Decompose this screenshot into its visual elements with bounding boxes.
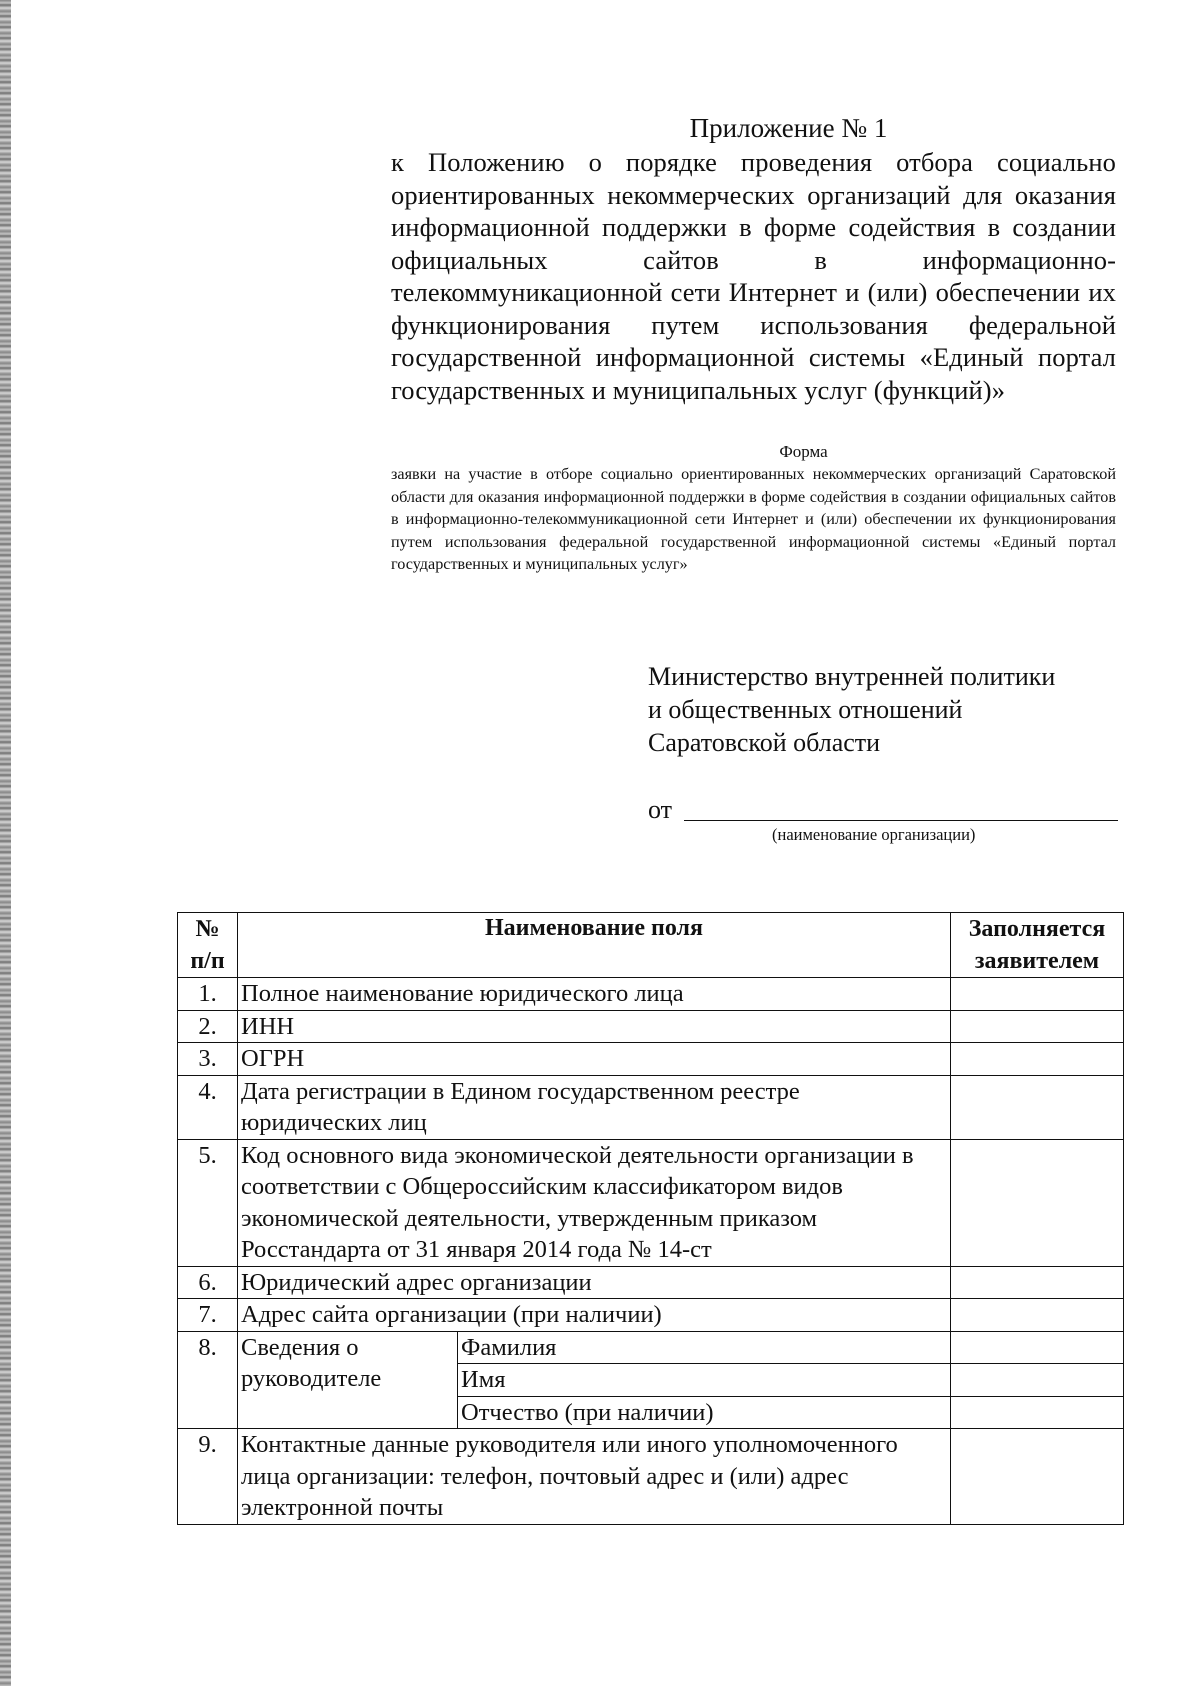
row-label: Сведения о руководителе <box>238 1331 458 1429</box>
addressee <box>648 660 1128 759</box>
addressee-line-2: и общественных отношений <box>648 695 963 724</box>
table-row <box>178 1139 1124 1266</box>
annex-header <box>391 110 1116 406</box>
form-label: Форма <box>779 442 828 461</box>
sub-row-label: Имя <box>458 1364 951 1397</box>
from-hint: (наименование организации) <box>772 825 976 844</box>
table-row <box>178 1075 1124 1139</box>
application-fields-table <box>177 912 1124 1525</box>
addressee-line-3: Саратовской области <box>648 728 881 757</box>
header-filled-by-applicant: Заполняется заявителем <box>951 913 1124 978</box>
applicant-input-cell[interactable] <box>951 1139 1124 1266</box>
row-number: 6. <box>178 1266 238 1299</box>
organization-name-blank[interactable] <box>684 820 1118 821</box>
from-line <box>648 795 1118 825</box>
applicant-input-cell[interactable] <box>951 1043 1124 1076</box>
row-label: Юридический адрес организации <box>238 1266 951 1299</box>
table-row <box>178 1266 1124 1299</box>
sub-row-label: Фамилия <box>458 1331 951 1364</box>
row-label: Полное наименование юридического лица <box>238 978 951 1011</box>
applicant-input-cell[interactable] <box>951 978 1124 1011</box>
row-label: Код основного вида экономической деятельности организации в соответствии с Общероссийским классификатором видов экономической деятельности, утвержденным приказом Росстандарта от 31 января 2014 года № 14-ст <box>238 1139 951 1266</box>
row-label: ОГРН <box>238 1043 951 1076</box>
table-row <box>178 1043 1124 1076</box>
applicant-input-cell[interactable] <box>951 1010 1124 1043</box>
table-row <box>178 1299 1124 1332</box>
applicant-input-cell[interactable] <box>951 1364 1124 1397</box>
row-number: 7. <box>178 1299 238 1332</box>
table-row <box>178 1331 1124 1364</box>
table-row <box>178 978 1124 1011</box>
applicant-input-cell[interactable] <box>951 1331 1124 1364</box>
row-number: 9. <box>178 1429 238 1525</box>
addressee-line-1: Министерство внутренней политики <box>648 662 1056 691</box>
table-row <box>178 1429 1124 1525</box>
row-label: Контактные данные руководителя или иного уполномоченного лица организации: телефон, почтовый адрес и (или) адрес электронной почты <box>238 1429 951 1525</box>
applicant-input-cell[interactable] <box>951 1075 1124 1139</box>
sub-row-label: Отчество (при наличии) <box>458 1396 951 1429</box>
row-label: Адрес сайта организации (при наличии) <box>238 1299 951 1332</box>
from-label: от <box>648 795 673 824</box>
header-field-name: Наименование поля <box>238 913 951 978</box>
row-number: 8. <box>178 1331 238 1429</box>
row-number: 2. <box>178 1010 238 1043</box>
applicant-input-cell[interactable] <box>951 1299 1124 1332</box>
scan-edge <box>0 0 11 1686</box>
form-description: заявки на участие в отборе социально ориентированных некоммерческих организаций Саратовской области для оказания информационной поддержки в форме содействия в создании официальных сайтов в информационно-телекоммуникационной сети Интернет и (или) обеспечении их функционирования путем использования федеральной государственной информационной системы «Единый портал государственных и муниципальных услуг» <box>391 465 1116 573</box>
row-number: 1. <box>178 978 238 1011</box>
form-block <box>391 441 1116 576</box>
applicant-input-cell[interactable] <box>951 1266 1124 1299</box>
annex-title: Приложение № 1 <box>689 113 888 143</box>
row-number: 4. <box>178 1075 238 1139</box>
header-number: № п/п <box>178 913 238 978</box>
row-number: 3. <box>178 1043 238 1076</box>
applicant-input-cell[interactable] <box>951 1429 1124 1525</box>
table-header-row <box>178 913 1124 978</box>
table-row <box>178 1010 1124 1043</box>
applicant-input-cell[interactable] <box>951 1396 1124 1429</box>
row-label: Дата регистрации в Едином государственном реестре юридических лиц <box>238 1075 951 1139</box>
row-number: 5. <box>178 1139 238 1266</box>
annex-body: к Положению о порядке проведения отбора социально ориентированных некоммерческих организаций для оказания информационной поддержки в форме содействия в создании официальных сайтов в информационно-телекоммуникационной сети Интернет и (или) обеспечении их функционирования путем использования федеральной государственной информационной системы «Единый портал государственных и муниципальных услуг (функций)» <box>391 147 1116 405</box>
row-label: ИНН <box>238 1010 951 1043</box>
